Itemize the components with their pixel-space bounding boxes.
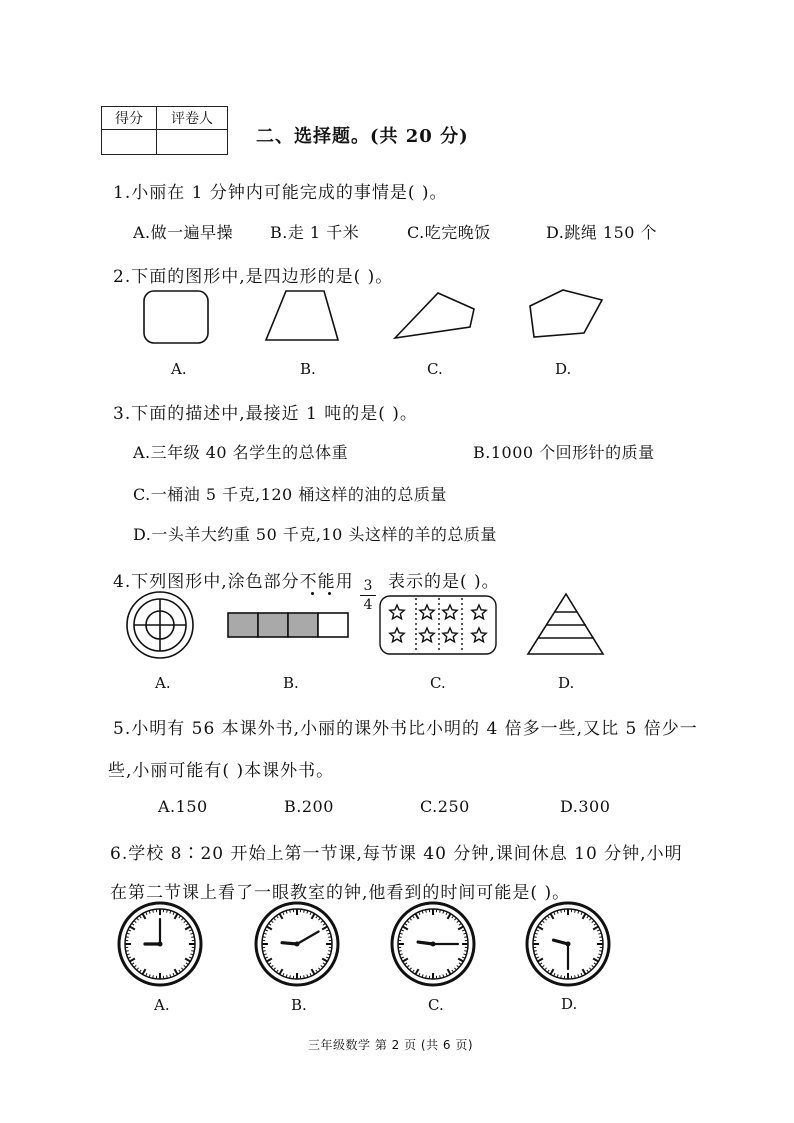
- section-title: 二、选择题。(共 20 分): [256, 126, 469, 147]
- star-icon: [472, 605, 486, 619]
- trapezoid-shape: [266, 291, 338, 340]
- star-icon: [420, 628, 434, 642]
- question-3: 3.下面的描述中,最接近 1 吨的是( )。: [113, 404, 418, 424]
- clock-icon: [527, 903, 609, 985]
- q4-shapes: [110, 588, 630, 668]
- q5-option-d[interactable]: D.300: [560, 797, 611, 816]
- q6-label-d[interactable]: D.: [561, 995, 578, 1013]
- pentagon-shape: [530, 290, 602, 337]
- striped-triangle-shape: [528, 594, 603, 654]
- q2-label-d[interactable]: D.: [555, 360, 572, 378]
- question-5-line2: 些,小丽可能有( )本课外书。: [108, 761, 335, 781]
- q5-option-c[interactable]: C.250: [420, 797, 470, 816]
- q2-label-b[interactable]: B.: [300, 360, 316, 378]
- q6-label-b[interactable]: B.: [291, 996, 307, 1014]
- q3-option-a[interactable]: A.三年级 40 名学生的总体重: [133, 443, 349, 462]
- q1-option-c[interactable]: C.吃完晚饭: [407, 223, 491, 242]
- clock-icon: [392, 903, 474, 985]
- star-icon: [390, 605, 404, 619]
- score-cell[interactable]: [102, 130, 157, 155]
- q3-option-c[interactable]: C.一桶油 5 千克,120 桶这样的油的总质量: [133, 485, 447, 504]
- shaded-bar-shape: [228, 613, 348, 637]
- q2-label-a[interactable]: A.: [171, 360, 187, 378]
- star-icon: [443, 628, 457, 642]
- q6-label-a[interactable]: A.: [154, 996, 170, 1014]
- question-1: 1.小丽在 1 分钟内可能完成的事情是( )。: [113, 183, 448, 203]
- star-icon: [472, 628, 486, 642]
- q3-option-d[interactable]: D.一头羊大约重 50 千克,10 头这样的羊的总质量: [133, 525, 497, 544]
- question-6-line2: 在第二节课上看了一眼教室的钟,他看到的时间可能是( )。: [110, 883, 571, 903]
- concentric-circle-shape: [127, 592, 193, 658]
- star-icon: [390, 628, 404, 642]
- q2-label-c[interactable]: C.: [427, 360, 443, 378]
- question-2: 2.下面的图形中,是四边形的是( )。: [113, 267, 394, 287]
- q6-label-c[interactable]: C.: [428, 996, 444, 1014]
- q4-label-b[interactable]: B.: [283, 674, 299, 692]
- q1-option-d[interactable]: D.跳绳 150 个: [546, 223, 658, 242]
- q1-option-a[interactable]: A.做一遍早操: [133, 223, 234, 242]
- rounded-square-shape: [144, 291, 208, 343]
- score-table: [101, 106, 228, 155]
- q3-option-b[interactable]: B.1000 个回形针的质量: [473, 443, 655, 462]
- question-4-prefix: 4.下列图形中,涂色部分不能用: [113, 572, 354, 592]
- clock-icon: [119, 903, 201, 985]
- clock-minute-hand: [297, 932, 319, 945]
- grader-header: 评卷人: [157, 107, 228, 130]
- question-5-line1: 5.小明有 56 本课外书,小丽的课外书比小明的 4 倍多一些,又比 5 倍少一: [113, 719, 698, 739]
- q4-label-a[interactable]: A.: [155, 674, 171, 692]
- q5-option-b[interactable]: B.200: [284, 797, 334, 816]
- score-header: 得分: [102, 107, 157, 130]
- quadrilateral-shape: [395, 293, 474, 338]
- q4-label-d[interactable]: D.: [558, 674, 575, 692]
- star-icon: [420, 605, 434, 619]
- page-footer: 三年级数学 第 2 页 (共 6 页): [308, 1038, 474, 1052]
- grader-cell[interactable]: [157, 130, 228, 155]
- fraction-denominator: 4: [363, 597, 373, 613]
- q2-shapes: [120, 285, 620, 355]
- question-4-suffix: 表示的是( )。: [388, 572, 500, 592]
- q5-option-a[interactable]: A.150: [158, 797, 208, 816]
- clock-icon: [256, 903, 338, 985]
- star-icon: [443, 605, 457, 619]
- fraction-numerator: 3: [363, 578, 373, 594]
- star-card-shape: [380, 596, 496, 654]
- question-6-line1: 6.学校 8∶20 开始上第一节课,每节课 40 分钟,课间休息 10 分钟,小明: [110, 844, 683, 864]
- q1-option-b[interactable]: B.走 1 千米: [270, 223, 360, 242]
- q4-label-c[interactable]: C.: [430, 674, 446, 692]
- q6-clocks: [110, 900, 630, 990]
